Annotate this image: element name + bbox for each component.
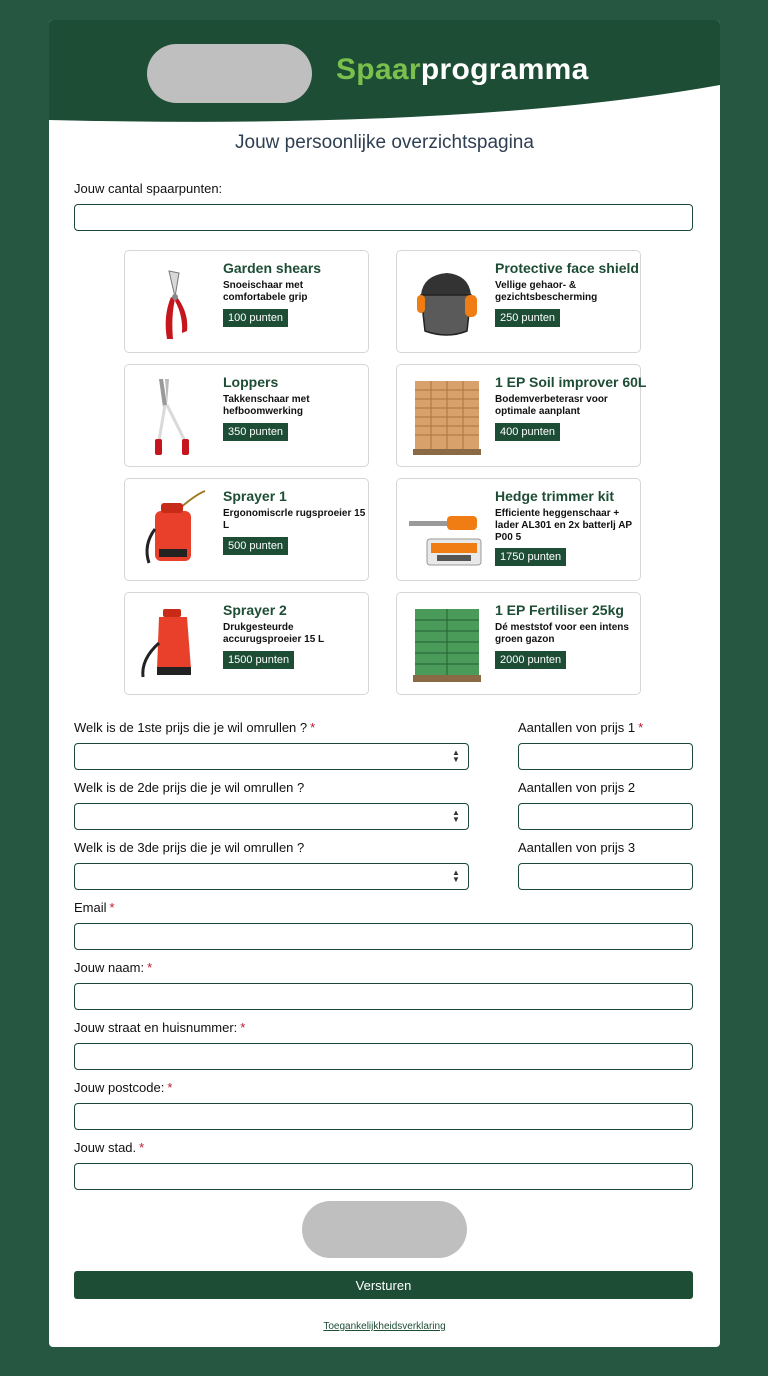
prize-2-select[interactable] [74,803,469,830]
street-field[interactable] [74,1043,693,1070]
quantity-3-input[interactable] [518,863,693,890]
product-card-sprayer-2[interactable] [124,592,369,695]
city-label: Jouw stad. * [74,1140,145,1155]
brand-title: Spaarprogramma [336,53,589,86]
product-name: 1 EP Soil improver 60L [495,374,647,390]
select-arrows-icon: ▲ ▼ [452,808,460,824]
product-name: Garden shears [223,260,322,276]
pruning-shears-icon [135,261,215,343]
product-points: 250 punten [495,309,560,327]
postcode-label: Jouw postcode: * [74,1080,173,1095]
product-card-hedge-trimmer[interactable] [396,478,641,581]
prize-1-select[interactable] [74,743,469,770]
captcha-placeholder[interactable] [302,1201,467,1258]
product-points: 350 punten [223,423,288,441]
select-arrows-icon: ▲ ▼ [452,868,460,884]
product-name: Sprayer 2 [223,602,287,618]
header-banner [49,20,720,150]
product-desc: Drukgesteurde accurugsproeier 15 L [223,622,325,645]
quantity-2-input[interactable] [518,803,693,830]
hedge-trimmer-icon [407,489,487,571]
product-name: 1 EP Fertiliser 25kg [495,602,624,618]
street-label: Jouw straat en huisnummer: * [74,1020,246,1035]
product-name: Loppers [223,374,279,390]
product-card-face-shield[interactable] [396,250,641,353]
soil-pallet-icon [407,375,487,457]
city-field[interactable] [74,1163,693,1190]
quantity-1-label: Aantallen von prijs 1 * [518,720,644,735]
product-points: 400 punten [495,423,560,441]
name-label: Jouw naam: * [74,960,153,975]
quantity-3-label: Aantallen von prijs 3 [518,840,636,855]
product-points: 100 punten [223,309,288,327]
page-subtitle: Jouw persoonlijke overzichtspagina [235,132,534,153]
loppers-icon [135,375,215,457]
product-desc: Bodemverbeterasr voor optimale aanplant [495,394,608,417]
product-name: Protective face shield [495,260,639,276]
email-label: Email * [74,900,115,915]
product-card-fertiliser[interactable] [396,592,641,695]
submit-button[interactable]: Versturen [74,1271,693,1299]
points-input[interactable] [74,204,693,231]
prize-3-select[interactable] [74,863,469,890]
product-desc: Vellige gehaor- & gezichtsbescherming [495,280,598,303]
backpack-sprayer-icon [135,489,215,571]
quantity-2-label: Aantallen von prijs 2 [518,780,636,795]
prize-3-label: Welk is de 3de prijs die je wil omrullen ? [74,840,305,855]
postcode-field[interactable] [74,1103,693,1130]
face-shield-icon [407,261,487,343]
product-desc: Ergonomiscrle rugsproeier 15 L [223,508,366,531]
product-card-loppers[interactable] [124,364,369,467]
name-field[interactable] [74,983,693,1010]
prize-1-label: Welk is de 1ste prijs die je wil omrullen ? * [74,720,316,735]
product-desc: Snoeischaar met comfortabele grip [223,280,308,303]
form-card [49,20,720,1347]
product-card-garden-shears[interactable] [124,250,369,353]
product-points: 500 punten [223,537,288,555]
product-points: 1500 punten [223,651,294,669]
pressure-sprayer-icon [135,603,215,685]
logo-placeholder [147,44,312,103]
select-arrows-icon: ▲ ▼ [452,748,460,764]
product-desc: Efficiente heggenschaar + lader AL301 en 2x batterlj AP P00 5 [495,508,632,543]
product-desc: Dé meststof voor een intens groen gazon [495,622,629,645]
product-name: Hedge trimmer kit [495,488,615,504]
product-card-soil-improver[interactable] [396,364,647,467]
product-name: Sprayer 1 [223,488,287,504]
quantity-1-input[interactable] [518,743,693,770]
product-points: 2000 punten [495,651,566,669]
product-points: 1750 punten [495,548,566,566]
product-desc: Takkenschaar met hefboomwerking [223,394,310,417]
product-card-sprayer-1[interactable] [124,478,369,581]
prize-2-label: Welk is de 2de prijs die je wil omrullen ? [74,780,305,795]
email-field[interactable] [74,923,693,950]
accessibility-link[interactable]: Toegankelijkheidsverklaring [323,1321,446,1332]
points-label: Jouw cantal spaarpunten: [74,181,223,196]
fertiliser-pallet-icon [407,603,487,685]
